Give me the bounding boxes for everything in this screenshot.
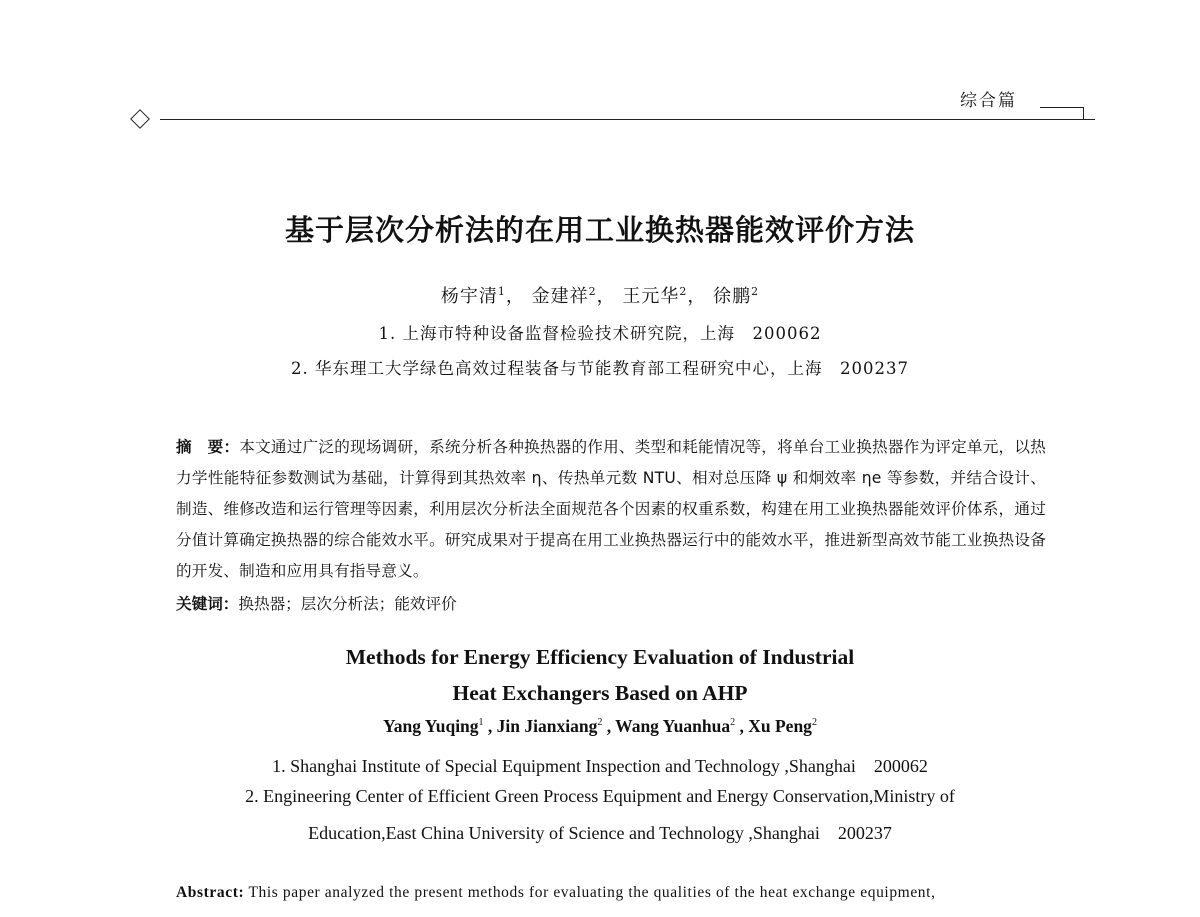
affiliation-cn-1: 1. 上海市特种设备监督检验技术研究院，上海 200062 bbox=[378, 324, 822, 343]
author-affil-sup: 2 bbox=[588, 285, 597, 298]
abstract-cn-label: 摘 要： bbox=[176, 438, 240, 456]
author-affil-sup: 1 bbox=[497, 285, 506, 298]
keywords-cn-label: 关键词： bbox=[176, 595, 239, 613]
author-separator: ， bbox=[505, 286, 525, 307]
affiliation-cn-2: 2. 华东理工大学绿色高效过程装备与节能教育部工程研究中心，上海 200237 bbox=[291, 359, 909, 378]
author-affil-sup: 2 bbox=[597, 717, 603, 729]
section-label: 综合篇 bbox=[960, 91, 1017, 111]
paper-title-cn: 基于层次分析法的在用工业换热器能效评价方法 bbox=[284, 213, 915, 247]
paper-title-en-line2: Heat Exchangers Based on AHP bbox=[452, 681, 748, 705]
author-cn: 杨宇清 bbox=[440, 286, 498, 307]
author-affil-sup: 1 bbox=[478, 717, 484, 729]
author-en: Wang Yuanhua bbox=[615, 716, 731, 736]
abstract-en bbox=[176, 884, 1056, 902]
author-cn: 金建祥 bbox=[531, 286, 589, 307]
affiliation-en-2-cont: Education,East China University of Science and Technology ,Shanghai 200237 bbox=[308, 823, 892, 843]
author-en: Yang Yuqing bbox=[383, 716, 479, 736]
keywords-cn bbox=[176, 592, 457, 614]
authors-en bbox=[0, 716, 1200, 737]
abstract-en-text: This paper analyzed the present methods for evaluating the qualities of the heat exchange equipment, bbox=[248, 884, 936, 901]
author-affil-sup: 2 bbox=[811, 717, 817, 729]
affiliation-en-1: 1. Shanghai Institute of Special Equipment Inspection and Technology ,Shanghai 200062 bbox=[272, 756, 928, 776]
header-rule bbox=[160, 119, 1095, 120]
diamond-icon bbox=[130, 109, 150, 129]
abstract-cn-text: 本文通过广泛的现场调研，系统分析各种换热器的作用、类型和耗能情况等，将单台工业换热器作为评定单元，以热力学性能特征参数测试为基础，计算得到其热效率 η、传热单元数 NTU、相对总压降 ψ 和炯效率 ηe 等参数，并结合设计、制造、维修改造和运行管理等因素，利用层次分析法全面规范各个因素的权重系数，构建在用工业换热器能效评价体系，通过分值计算确定换热器的综合能效水平。研究成果对于提高在用工业换热器运行中的能效水平，推进新型高效节能工业换热设备的开发、制造和应用具有指导意义。 bbox=[176, 438, 1046, 580]
keywords-cn-text: 换热器；层次分析法；能效评价 bbox=[238, 595, 457, 613]
affiliation-en-2: 2. Engineering Center of Efficient Green Process Equipment and Energy Conservation,Ministry of bbox=[245, 786, 955, 806]
header-tab-mark bbox=[1040, 107, 1084, 119]
author-separator: , bbox=[602, 716, 612, 736]
author-en: Xu Peng bbox=[748, 716, 812, 736]
author-separator: , bbox=[483, 716, 493, 736]
paper-title-en-line1: Methods for Energy Efficiency Evaluation of Industrial bbox=[345, 645, 855, 669]
author-cn: 王元华 bbox=[622, 286, 680, 307]
author-separator: , bbox=[735, 716, 749, 736]
abstract-cn bbox=[176, 432, 1046, 587]
abstract-en-label: Abstract: bbox=[176, 884, 245, 901]
author-affil-sup: 2 bbox=[751, 285, 760, 298]
author-affil-sup: 2 bbox=[730, 717, 736, 729]
author-separator: ， bbox=[596, 286, 616, 307]
author-en: Jin Jianxiang bbox=[496, 716, 598, 736]
author-affil-sup: 2 bbox=[679, 285, 688, 298]
author-cn: 徐鹏 bbox=[713, 286, 752, 307]
authors-cn bbox=[0, 282, 1200, 308]
author-separator: ， bbox=[687, 286, 707, 307]
